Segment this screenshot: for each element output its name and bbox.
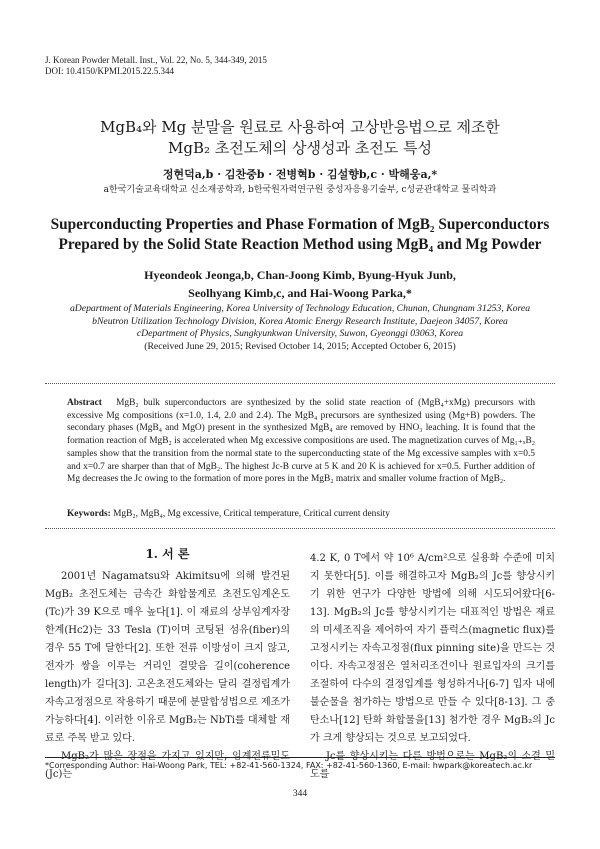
- affiliation-b: bNeutron Utilization Technology Division, Korea Atomic Energy Research Institute, Daejeon 34057, Korea: [92, 315, 508, 327]
- corresponding-author-footnote: *Corresponding Author: Hai-Woong Park, TEL: +82-41-560-1324, FAX: +82-41-560-1360, E-mail: hwpark@koreatech.ac.kr: [45, 761, 533, 770]
- keywords: [67, 509, 535, 519]
- keywords-label: Keywords:: [67, 509, 111, 519]
- body-column-right: [310, 550, 555, 784]
- abstract-top-divider: [45, 383, 555, 384]
- english-affiliations: [0, 303, 600, 341]
- korean-affiliations: a한국기술교육대학교 신소재공학과, b한국원자력연구원 중성자응용기술부, c성균관대학교 물리학과: [103, 185, 497, 195]
- abstract-text: MgB₂ bulk superconductors are synthesized by the solid state reaction of (MgB₄+xMg) precursors with excessive Mg compositions (x=1.0, 1.4, 2.0 and 2.4). The MgB₄ precursors are synthesized using (Mg+B) powders. The secondary phases (MgB₄ and MgO) present in the synthesized MgB₄ are removed by HNO₃ leaching. It is found that the formation reaction of MgB₂ is accelerated when Mg excessive compositions are used. The magnetization curves of Mg₁₊ₓB₂ samples show that the transition from the normal state to the superconducting state of the Mg excessive samples with x=0.5 and x=0.7 are sharper than that of MgB₂. The highest Jc-B curve at 5 K and 20 K is achieved for x=0.5. Further addition of Mg decreases the Jc owing to the formation of more pores in the MgB₂ matrix and smaller volume fraction of MgB₂.: [67, 398, 536, 485]
- footnote-divider: [45, 757, 555, 758]
- keywords-text: MgB₂, MgB₄, Mg excessive, Critical temperature, Critical current density: [113, 509, 390, 519]
- body-paragraph: 2001년 Nagamatsu와 Akimitsu에 의해 발견된 MgB₂ 초전도체는 금속간 화합물계로 초전도임계온도(Tc)가 39 K으로 매우 높다[1]. 이 재료의 상부임계자장한계(Hc2)는 33 Tesla (T)이며 코팅된 섬유(fiber)의 경우 55 T에 달한다[2]. 또한 전류 이방성이 크지 않고, 전자가 쌍을 이루는 거리인 결맞음 길이(coherence length)가 길다[3]. 고온초전도체와는 달리 결정립계가 자속고정점으로 작용하기 때문에 분말합성법으로 제조가 가능하다[4]. 이러한 이유로 MgB₂는 NbTi를 대체할 재료로 주목 받고 있다.: [45, 571, 290, 744]
- page-number: 344: [292, 789, 308, 799]
- body-column-left: [45, 568, 290, 784]
- journal-header: [45, 55, 267, 77]
- journal-citation: J. Korean Powder Metall. Inst., Vol. 22, No. 5, 344-349, 2015: [45, 55, 267, 65]
- english-title-line1: Superconducting Properties and Phase Formation of MgB₂ Superconductors: [50, 216, 550, 233]
- abstract-label: Abstract: [67, 398, 102, 408]
- english-title-line2: Prepared by the Solid State Reaction Method using MgB₄ and Mg Powder: [58, 236, 542, 253]
- section-heading: 1. 서 론: [145, 547, 190, 561]
- body-paragraph: 4.2 K, 0 T에서 약 10⁶ A/cm²으로 실용화 수준에 미치지 못한다[5]. 이를 해결하고자 MgB₂의 Jc를 향상시키기 위한 연구가 다양한 방법에 의해 시도되어왔다[6-13]. MgB₂의 Jc를 향상시키기는 대표적인 방법은 재료의 미세조직을 제어하여 자기 플럭스(magnetic flux)를 고정시키는 자속고정점(flux pinning site)을 만드는 것이다. 자속고정점은 열처리조건이나 원료입자의 크기를 조절하여 다수의 결정입계를 형성하거나[6-7] 입자 내에 불순물을 첨가하는 방법으로 만들 수 있다[8-13]. 그 중 탄소나[12] 탄화 화합물을[13] 첨가한 경우 MgB₂의 Jc가 크게 향상되는 것으로 보고되었다.: [310, 553, 555, 744]
- korean-title-line2: MgB₂ 초전도체의 상생성과 초전도 특성: [168, 139, 432, 157]
- abstract: [67, 397, 535, 486]
- english-title: [0, 215, 600, 255]
- affiliation-c: cDepartment of Physics, Sungkyunkwan University, Suwon, Gyeonggi 03063, Korea: [136, 328, 464, 340]
- english-authors: [0, 266, 600, 302]
- korean-title: [0, 117, 600, 159]
- doi: DOI: 10.4150/KPMI.2015.22.5.344: [45, 66, 175, 76]
- english-authors-line1: Hyeondeok Jeonga,b, Chan-Joong Kimb, Byung-Hyuk Junb,: [144, 268, 456, 282]
- affiliation-a: aDepartment of Materials Engineering, Korea University of Technology Education, Chunan, Chungnam 31253, Korea: [69, 303, 531, 314]
- received-dates: (Received June 29, 2015; Revised October 14, 2015; Accepted October 6, 2015): [144, 341, 456, 352]
- abstract-bottom-divider: [45, 528, 555, 529]
- body-paragraph: MgB₂가 많은 장점을 가지고 있지만, 임계전류밀도(Jc)는: [45, 751, 290, 780]
- korean-title-line1: MgB₄와 Mg 분말을 원료로 사용하여 고상반응법으로 제조한: [100, 118, 500, 136]
- korean-authors: 정현덕a,b · 김찬중b · 전병혁b · 김설향b,c · 박해웅a,*: [162, 168, 438, 181]
- body-paragraph: Jc를 향상시키는 다른 방법으로는 MgB₂의 소결 밀도를: [310, 751, 555, 780]
- english-authors-line2: Seolhyang Kimb,c, and Hai-Woong Parka,*: [188, 286, 412, 300]
